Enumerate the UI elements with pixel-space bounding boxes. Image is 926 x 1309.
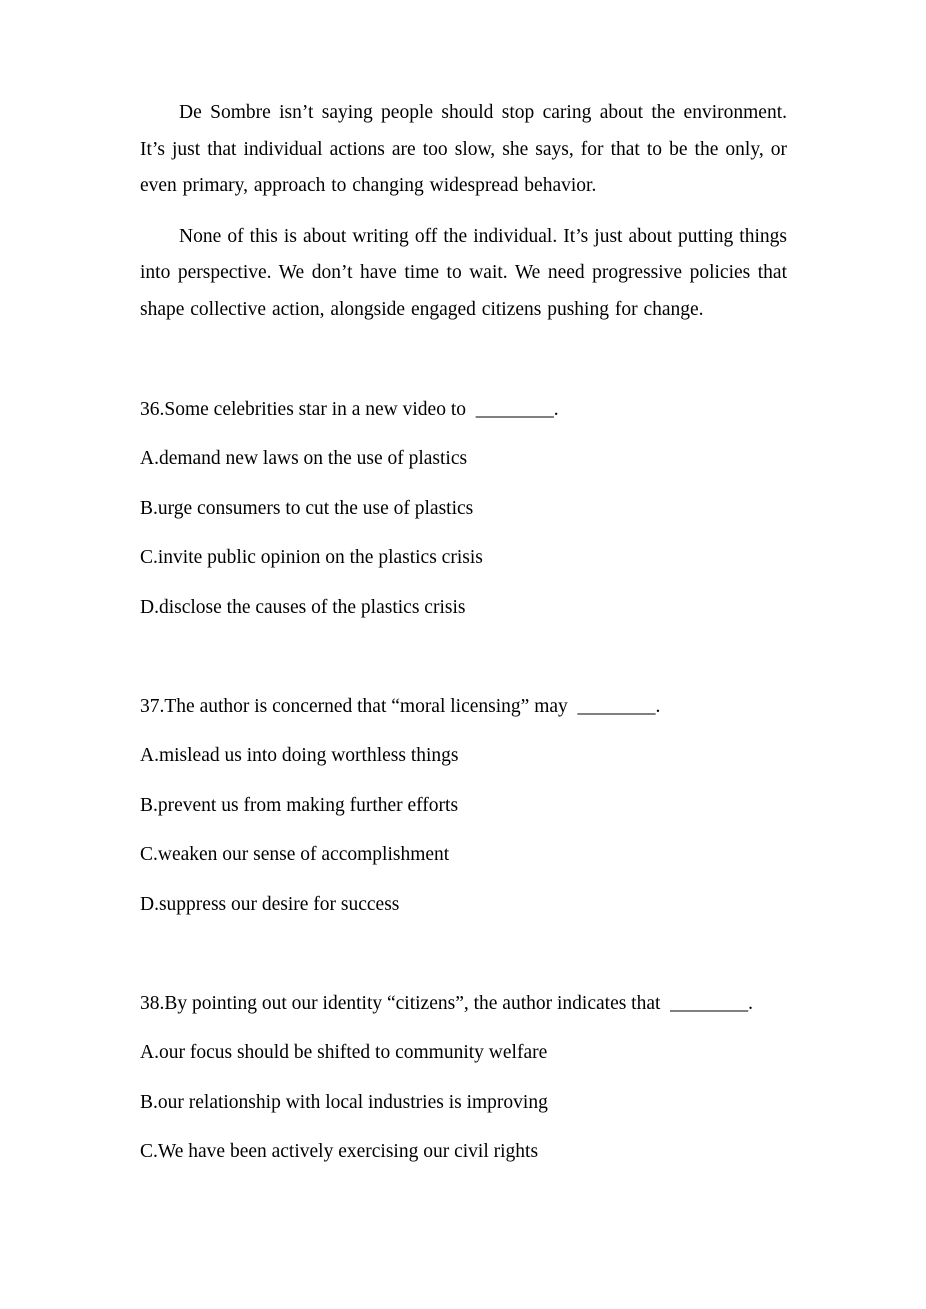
question-36-option-a: A.demand new laws on the use of plastics — [140, 448, 468, 470]
question-list — [140, 343, 787, 1177]
passage-paragraph-2: None of this is about writing off the individual. It’s just about putting things into perspective. We don’t have time to wait. We need progressive policies that shape collective action, alongside engaged citizens pushing for change. — [140, 225, 787, 320]
question-38-stem: 38.By pointing out our identity “citizens”, the author indicates that ________. — [140, 992, 754, 1014]
question-37-stem: 37.The author is concerned that “moral licensing” may ________. — [140, 695, 661, 717]
question-36 — [140, 385, 787, 633]
question-37 — [140, 682, 787, 930]
question-37-option-d: D.suppress our desire for success — [140, 893, 400, 915]
question-38 — [140, 979, 787, 1177]
question-37-option-b: B.prevent us from making further efforts — [140, 794, 459, 816]
question-36-option-d: D.disclose the causes of the plastics crisis — [140, 596, 466, 618]
question-37-option-c: C.weaken our sense of accomplishment — [140, 844, 450, 866]
question-38-option-c: C.We have been actively exercising our civil rights — [140, 1141, 539, 1163]
question-37-option-a: A.mislead us into doing worthless things — [140, 745, 459, 767]
question-36-stem: 36.Some celebrities star in a new video to ________. — [140, 398, 559, 420]
question-36-option-b: B.urge consumers to cut the use of plastics — [140, 497, 474, 519]
question-38-option-a: A.our focus should be shifted to community welfare — [140, 1042, 548, 1064]
passage-paragraph-1: De Sombre isn’t saying people should stop caring about the environment. It’s just that individual actions are too slow, she says, for that to be the only, or even primary, approach to changing widespread behavior. — [140, 102, 787, 197]
reading-passage — [140, 95, 787, 329]
question-36-option-c: C.invite public opinion on the plastics crisis — [140, 547, 483, 569]
question-38-option-b: B.our relationship with local industries is improving — [140, 1091, 548, 1113]
